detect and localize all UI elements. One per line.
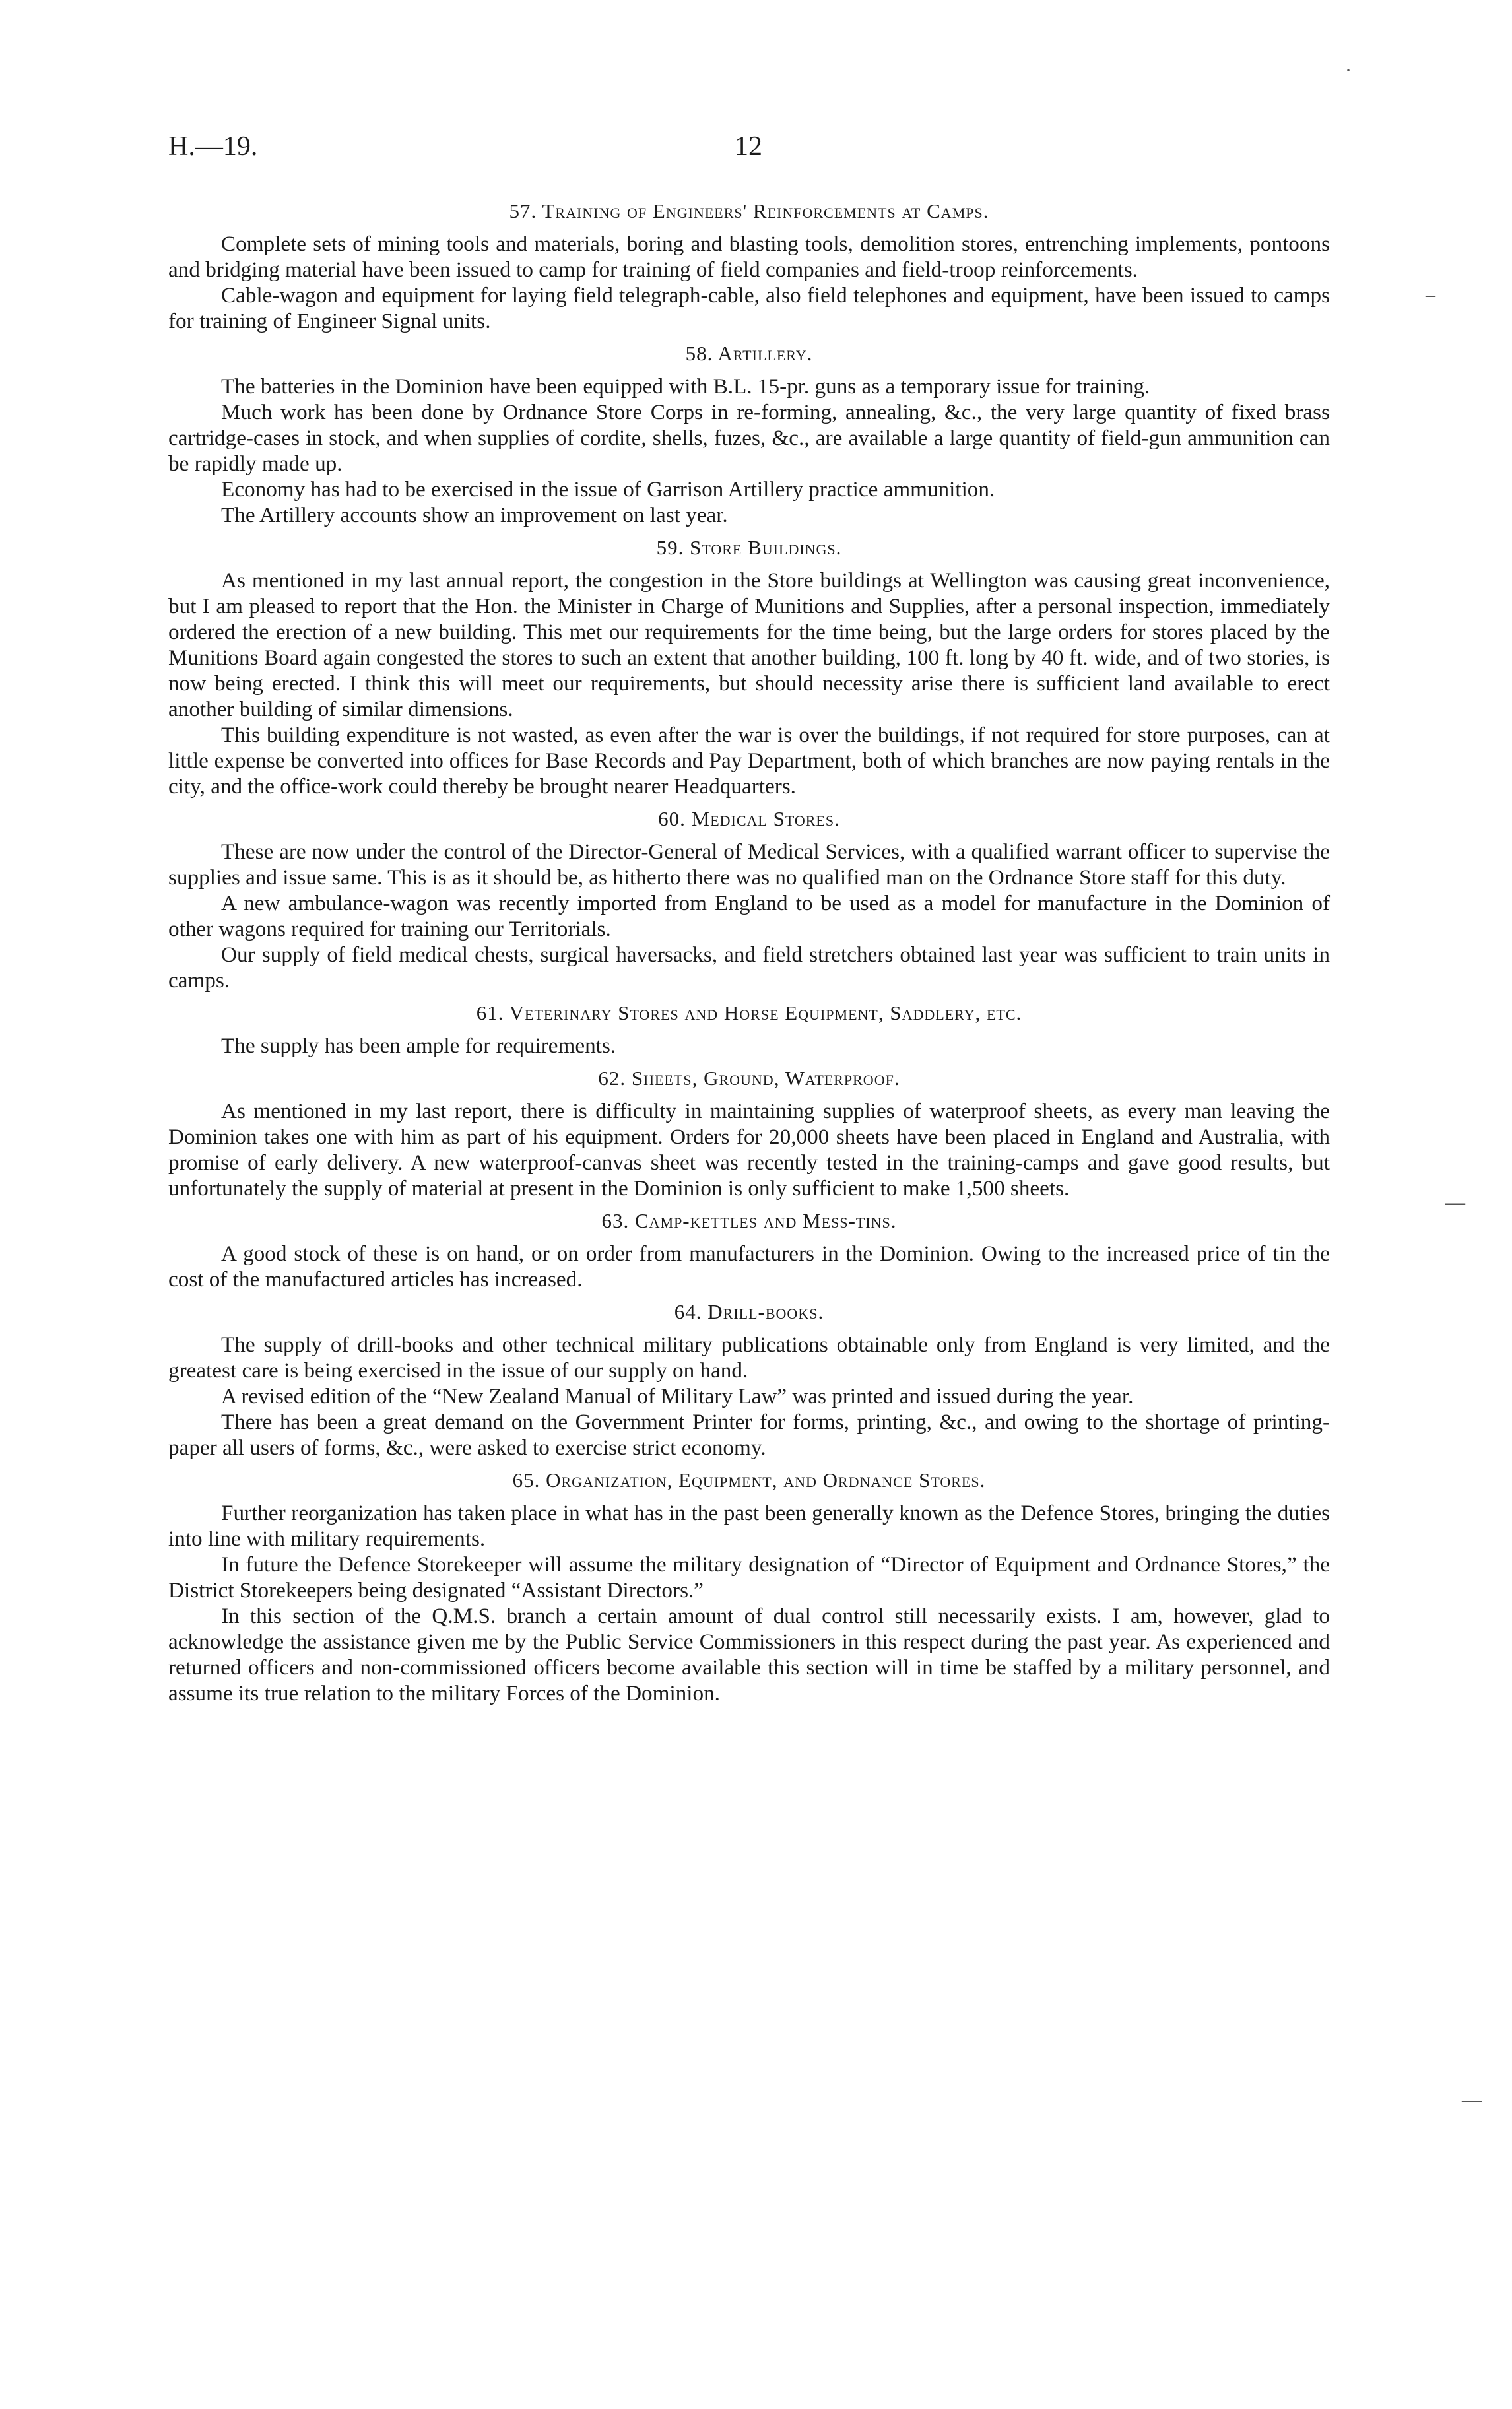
section <box>168 535 1330 799</box>
section-number: 62. <box>598 1067 626 1090</box>
margin-pencil-mark: — <box>1445 1191 1465 1213</box>
margin-speck: – <box>1426 284 1435 306</box>
section-number: 60. <box>658 807 686 830</box>
paragraph: Complete sets of mining tools and materials, boring and blasting tools, demolition stores, entrenching implements, pontoons and bridging material have been issued to camp for training of field companies and field-troop reinforcements. <box>168 232 1330 282</box>
paragraph: These are now under the control of the Director-General of Medical Services, with a qualified warrant officer to supervise the supplies and issue same. This is as it should be, as hitherto there was no qualified man on the Ordnance Store staff for this duty. <box>168 840 1330 890</box>
paragraph: Our supply of field medical chests, surgical haversacks, and field stretchers obtained last year was sufficient to train units in camps. <box>168 942 1330 993</box>
paragraph: Economy has had to be exercised in the issue of Garrison Artillery practice ammunition. <box>221 477 995 502</box>
paragraph: As mentioned in my last annual report, the congestion in the Store buildings at Wellington was causing great inconvenience, but I am pleased to report that the Hon. the Minister in Charge of Munitions and Supplies, after a personal inspection, immediately ordered the erection of a new building. This met our requirements for the time being, but the large orders for stores placed by the Munitions Board again congested the stores to such an extent that another building, 100 ft. long by 40 ft. wide, and of two stories, is now being erected. I think this will meet our requirements, but should necessity arise there is sufficient land available to erect another building of similar dimensions. <box>168 568 1330 721</box>
paragraph: A revised edition of the “New Zealand Manual of Military Law” was printed and issued during the year. <box>221 1384 1134 1408</box>
margin-speck: · <box>1345 59 1352 81</box>
section-heading <box>168 1299 1330 1325</box>
section-heading <box>168 806 1330 832</box>
section <box>168 806 1330 993</box>
paragraph: In future the Defence Storekeeper will assume the military designation of “Director of Equipment and Ordnance Stores,” the District Storekeepers being designated “Assistant Directors.” <box>168 1552 1330 1602</box>
paragraph: The Artillery accounts show an improvement on last year. <box>221 503 728 527</box>
document-reference: H.—19. <box>168 131 258 162</box>
section-heading <box>168 1208 1330 1234</box>
paragraph: Cable-wagon and equipment for laying field telegraph-cable, also field telephones and equipment, have been issued to camps for training of Engineer Signal units. <box>168 283 1330 333</box>
paragraph: A good stock of these is on hand, or on order from manufacturers in the Dominion. Owing to the increased price of tin the cost of the manufactured articles has increased. <box>168 1241 1330 1292</box>
section <box>168 1065 1330 1201</box>
section-number: 58. <box>685 342 713 365</box>
section-heading <box>168 1065 1330 1092</box>
section-heading <box>168 198 1330 224</box>
section-title: Organization, Equipment, and Ordnance Stores. <box>546 1468 986 1492</box>
section-heading <box>168 1000 1330 1026</box>
section-number: 64. <box>674 1300 702 1323</box>
section-number: 65. <box>512 1468 541 1492</box>
section-heading <box>168 535 1330 561</box>
paragraph: This building expenditure is not wasted, as even after the war is over the buildings, if not required for store purposes, can at little expense be converted into offices for Base Records and Pay Department, both of which branches are now paying rentals in the city, and the office-work could thereby be brought nearer Headquarters. <box>168 723 1330 799</box>
paragraph: There has been a great demand on the Government Printer for forms, printing, &c., and owing to the shortage of printing-paper all users of forms, &c., were asked to exercise strict economy. <box>168 1410 1330 1460</box>
paragraph: The supply has been ample for requirements. <box>221 1034 616 1058</box>
paragraph: The batteries in the Dominion have been equipped with B.L. 15-pr. guns as a temporary issue for training. <box>221 374 1150 399</box>
margin-pencil-mark: — <box>1462 2089 1482 2111</box>
paragraph: The supply of drill-books and other technical military publications obtainable only from England is very limited, and the greatest care is being exercised in the issue of our supply on hand. <box>168 1333 1330 1383</box>
paragraph: Further reorganization has taken place in what has in the past been generally known as the Defence Stores, bringing the duties into line with military requirements. <box>168 1501 1330 1551</box>
section <box>168 1299 1330 1461</box>
page-header <box>168 131 1330 170</box>
section-heading <box>168 341 1330 367</box>
section-heading <box>168 1467 1330 1494</box>
section-title: Store Buildings. <box>690 536 842 559</box>
section-title: Training of Engineers' Reinforcements at Camps. <box>542 199 989 222</box>
paragraph: Much work has been done by Ordnance Store Corps in re-forming, annealing, &c., the very large quantity of fixed brass cartridge-cases in stock, and when supplies of cordite, shells, fuzes, &c., are available a large quantity of field-gun ammunition can be rapidly made up. <box>168 400 1330 476</box>
section <box>168 341 1330 528</box>
paragraph: As mentioned in my last report, there is difficulty in maintaining supplies of waterproof sheets, as every man leaving the Dominion takes one with him as part of his equipment. Orders for 20,000 sheets have been placed in England and Australia, with promise of early delivery. A new waterproof-canvas sheet was recently tested in the training-camps and gave good results, but unfortunately the supply of material at present in the Dominion is only sufficient to make 1,500 sheets. <box>168 1099 1330 1201</box>
document-body <box>168 198 1330 1713</box>
section-title: Sheets, Ground, Waterproof. <box>631 1067 900 1090</box>
section-number: 63. <box>601 1209 630 1232</box>
paragraph: In this section of the Q.M.S. branch a certain amount of dual control still necessarily exists. I am, however, glad to acknowledge the assistance given me by the Public Service Commissioners in this respect during the past year. As experienced and returned officers and non-commissioned officers become available this section will in time be staffed by a military personnel, and assume its true relation to the military Forces of the Dominion. <box>168 1604 1330 1705</box>
page-number: 12 <box>735 131 762 162</box>
section <box>168 1208 1330 1292</box>
section-title: Medical Stores. <box>691 807 840 830</box>
section-number: 59. <box>656 536 684 559</box>
section <box>168 1000 1330 1059</box>
section-number: 61. <box>476 1001 504 1024</box>
section-title: Drill-books. <box>707 1300 824 1323</box>
section <box>168 1467 1330 1706</box>
section-title: Veterinary Stores and Horse Equipment, Saddlery, etc. <box>509 1001 1022 1024</box>
section <box>168 198 1330 334</box>
section-title: Camp-kettles and Mess-tins. <box>634 1209 897 1232</box>
section-number: 57. <box>509 199 537 222</box>
paragraph: A new ambulance-wagon was recently imported from England to be used as a model for manufacture in the Dominion of other wagons required for training our Territorials. <box>168 891 1330 941</box>
section-title: Artillery. <box>717 342 813 365</box>
